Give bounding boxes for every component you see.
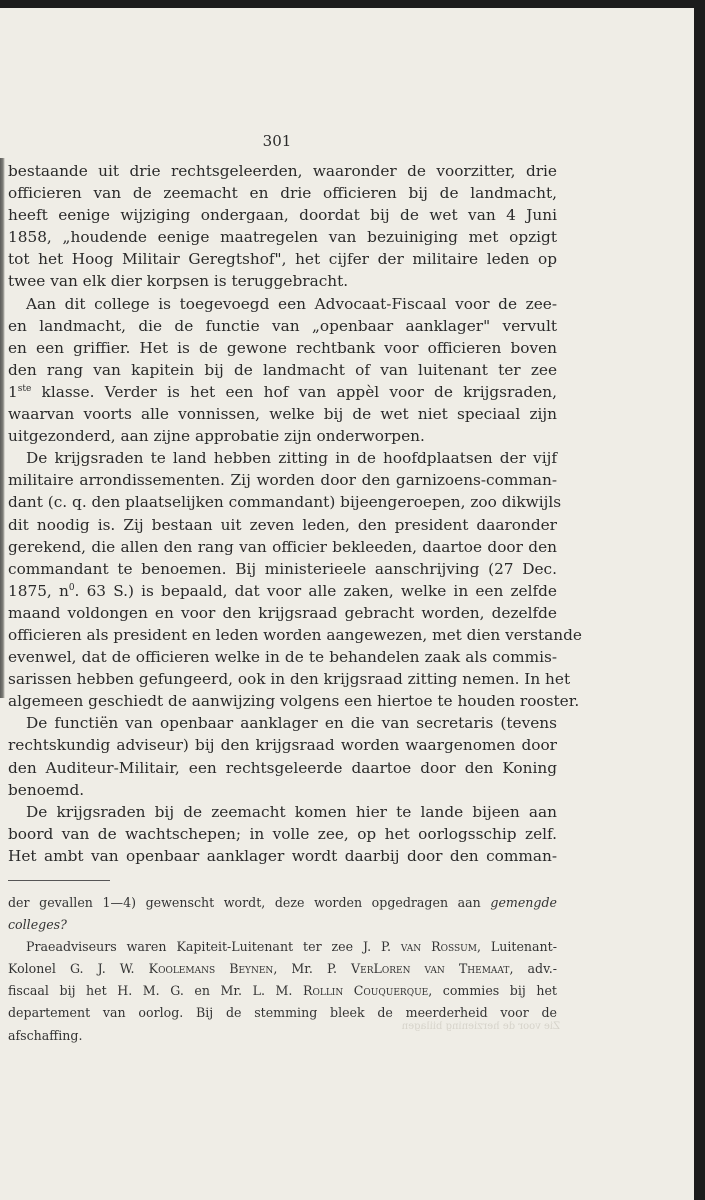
text-line: bestaande uit drie rechtsgeleerden, waaronder de voorzitter, drie <box>8 162 557 180</box>
text-line: evenwel, dat de officieren welke in de te behandelen zaak als commis- <box>8 648 557 667</box>
text-span: , Mr. P. <box>273 961 352 977</box>
footnote-line <box>8 959 557 981</box>
text-line: boord van de wachtschepen; in volle zee, op het oorlogsschip zelf. <box>8 824 557 843</box>
text-line: rechtskundig adviseur) bij den krijgsraad worden waargenomen door <box>8 736 557 755</box>
text-line: Het ambt van openbaar aanklager wordt daarbij door den comman- <box>8 846 557 865</box>
text-line: uitgezonderd, aan zijne approbatie zijn onderworpen. <box>8 427 425 446</box>
text-span: 1 <box>8 382 18 401</box>
text-span: Praeadviseurs waren Kapiteit-Luitenant ter zee J. P. <box>26 939 401 955</box>
footnote-line <box>8 937 557 959</box>
text-span: , commies bij het <box>428 983 557 999</box>
footnote-line: afschaffing. <box>8 1027 83 1043</box>
document-page <box>0 8 694 1200</box>
paragraph-start-line: De krijgsraden bij de zeemacht komen hier te lande bijeen aan <box>26 802 557 821</box>
text-line: commandant te benoemen. Bij ministerieele aanschrijving (27 Dec. <box>8 559 557 578</box>
text-line: dit noodig is. Zij bestaan uit zeven leden, den president daaronder <box>8 515 557 534</box>
text-line: officieren van de zeemacht en drie officieren bij de landmacht, <box>8 184 557 203</box>
text-line: twee van elk dier korpsen is teruggebracht. <box>8 272 349 291</box>
text-line: tot het Hoog Militair Geregtshof", het cijfer der militaire leden op <box>8 250 557 269</box>
footnote-divider <box>8 880 110 881</box>
scan-binding-edge <box>0 158 5 698</box>
superscript: ste <box>17 383 32 394</box>
small-caps-name: van Rossum <box>400 939 477 955</box>
italic-text: colleges? <box>8 917 67 933</box>
text-line: heeft eenige wijziging ondergaan, doordat bij de wet van 4 Juni <box>8 206 557 225</box>
text-line: benoemd. <box>8 780 85 799</box>
text-line: waarvan voorts alle vonnissen, welke bij de wet niet speciaal zijn <box>8 405 557 424</box>
text-line: dant (c. q. den plaatselijken commandant) bijeengeroepen, zoo dikwijls <box>8 493 562 512</box>
paragraph-start-line: De functiën van openbaar aanklager en die van secretaris (tevens <box>26 714 557 733</box>
bleed-through-texture: Zie voor de herziening biilagen <box>401 1021 560 1032</box>
footnote-line <box>8 893 557 915</box>
text-line: den Auditeur-Militair, een rechtsgeleerde daartoe door den Koning <box>8 758 557 777</box>
text-line: algemeen geschiedt de aanwijzing volgens een hiertoe te houden rooster. <box>8 692 580 711</box>
text-line: den rang van kapitein bij de landmacht of van luitenant ter zee <box>8 360 557 379</box>
text-line: en een griffier. Het is de gewone rechtbank voor officieren boven <box>8 338 557 357</box>
text-span: . 63 S.) is bepaald, dat voor alle zaken, welke in een zelfde <box>74 581 557 600</box>
text-line: militaire arrondissementen. Zij worden door den garnizoens-comman- <box>8 471 557 490</box>
superscript: 0 <box>68 582 75 593</box>
text-line: en landmacht, die de functie van „openbaar aanklager" vervult <box>8 316 557 335</box>
text-span: 1875, n <box>8 581 69 600</box>
text-span: , adv.- <box>509 961 557 977</box>
text-span: der gevallen 1—4) gewenscht wordt, deze worden opgedragen aan <box>8 895 491 910</box>
footnote-line <box>8 981 557 1003</box>
text-line: maand voldongen en voor den krijgsraad gebracht worden, dezelfde <box>8 603 557 622</box>
text-span: klasse. Verder is het een hof van appèl voor de krijgsraden, <box>31 382 557 401</box>
body-text <box>8 160 582 867</box>
text-line: 1858, „houdende eenige maatregelen van bezuiniging met opzigt <box>8 228 557 247</box>
italic-text: gemengde <box>490 895 557 910</box>
text-line: sarissen hebben gefungeerd, ook in den krijgsraad zitting nemen. In het <box>8 670 571 689</box>
small-caps-name: Koolemans Beynen <box>148 961 274 977</box>
text-line-superscript <box>8 381 557 403</box>
text-span: , Luitenant- <box>476 939 557 955</box>
page-number: 301 <box>262 132 292 150</box>
text-line: gerekend, die allen den rang van officier bekleeden, daartoe door den <box>8 537 557 556</box>
footnote-line: departement van oorlog. Bij de stemming bleek de meerderheid voor de <box>8 1005 557 1021</box>
text-span: fiscaal bij het H. M. G. en Mr. L. M. <box>8 983 303 999</box>
text-span: Kolonel G. J. W. <box>8 961 149 977</box>
paragraph-start-line: Aan dit college is toegevoegd een Advocaat-Fiscaal voor de zee- <box>26 294 557 313</box>
paragraph-start-line: De krijgsraden te land hebben zitting in de hoofdplaatsen der vijf <box>26 449 557 468</box>
footnote-line <box>8 915 557 937</box>
text-line: officieren als president en leden worden aangewezen, met dien verstande <box>8 625 582 644</box>
small-caps-name: VerLoren van Themaat <box>351 961 510 977</box>
text-line-superscript <box>8 580 557 602</box>
small-caps-name: Rollin Couquerque <box>302 983 429 999</box>
